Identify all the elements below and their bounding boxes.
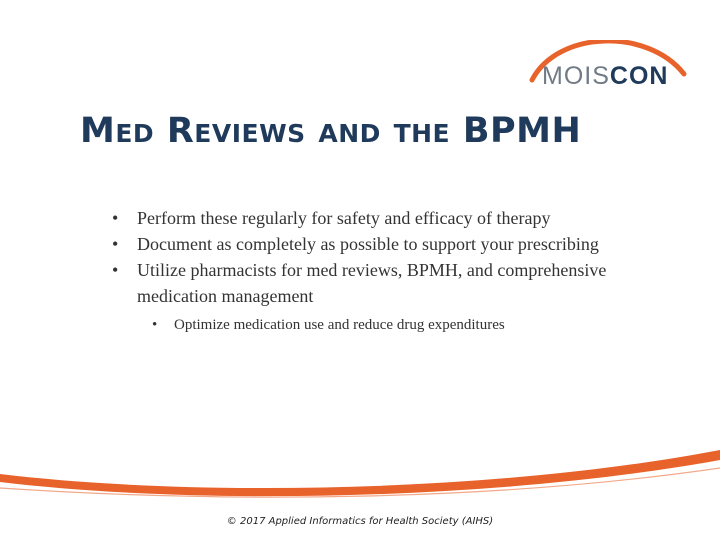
bottom-swoosh-decoration bbox=[0, 440, 720, 510]
bullet-list bbox=[112, 205, 632, 335]
bullet-marker: • bbox=[112, 260, 119, 280]
sub-bullet-item bbox=[152, 315, 632, 335]
logo-text-mois: MOIS bbox=[542, 62, 610, 90]
sub-bullet-marker: • bbox=[152, 317, 158, 333]
moiscon-logo bbox=[528, 40, 688, 100]
bullet-item bbox=[112, 257, 632, 309]
bullet-text: Utilize pharmacists for med reviews, BPMH, and comprehensive medication management bbox=[137, 260, 607, 306]
bullet-text: Document as completely as possible to support your prescribing bbox=[137, 234, 599, 254]
sub-bullet-text: Optimize medication use and reduce drug expenditures bbox=[174, 317, 505, 333]
slide-title: Med Reviews and the BPMH bbox=[80, 111, 582, 151]
logo-text-con: CON bbox=[609, 62, 669, 90]
footer-copyright: © 2017 Applied Informatics for Health Society (AIHS) bbox=[226, 516, 494, 527]
bullet-item bbox=[112, 205, 632, 231]
bullet-text: Perform these regularly for safety and efficacy of therapy bbox=[137, 208, 551, 228]
bullet-marker: • bbox=[112, 234, 119, 254]
bullet-marker: • bbox=[112, 208, 119, 228]
logo-wordmark bbox=[542, 64, 668, 89]
bullet-item bbox=[112, 231, 632, 257]
